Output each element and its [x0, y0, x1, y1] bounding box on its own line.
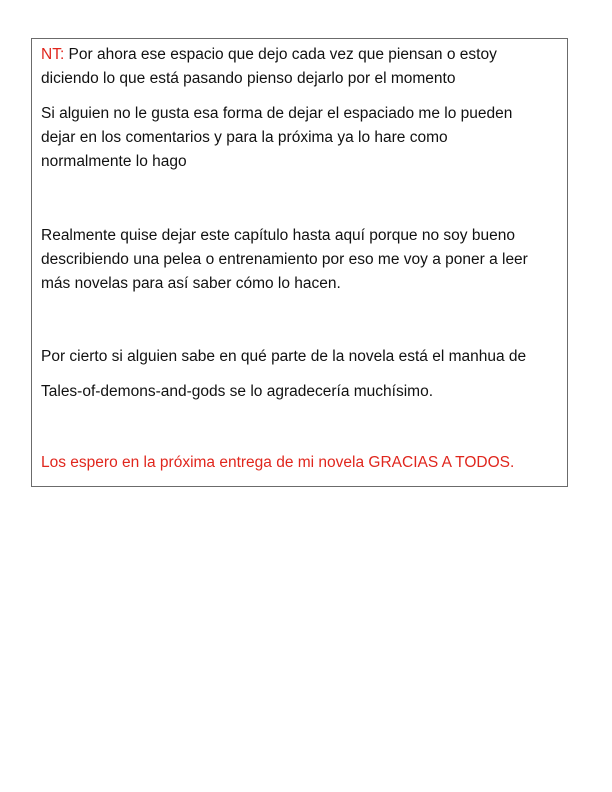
paragraph-line: más novelas para así saber cómo lo hacen.	[41, 275, 341, 292]
manhua-question-paragraph	[41, 345, 526, 369]
paragraph-line: dejar en los comentarios y para la próxima ya lo hare como	[41, 129, 448, 146]
note-box	[31, 38, 568, 487]
note-line-1: Por ahora ese espacio que dejo cada vez que piensan o estoy	[64, 46, 497, 63]
paragraph-line: Los espero en la próxima entrega de mi novela GRACIAS A TODOS.	[41, 454, 515, 471]
note-label: NT:	[41, 46, 65, 63]
paragraph-line: Por cierto si alguien sabe en qué parte de la novela está el manhua de	[41, 348, 527, 365]
note-line-2: diciendo lo que está pasando pienso dejarlo por el momento	[41, 70, 456, 87]
manhua-title-paragraph	[41, 380, 433, 404]
translator-note	[41, 43, 497, 91]
chapter-explanation-paragraph	[41, 224, 528, 296]
paragraph-line: Si alguien no le gusta esa forma de dejar el espaciado me lo pueden	[41, 105, 513, 122]
paragraph-line: Tales-of-demons-and-gods se lo agradecería muchísimo.	[41, 383, 433, 400]
paragraph-line: Realmente quise dejar este capítulo hasta aquí porque no soy bueno	[41, 227, 515, 244]
closing-message	[41, 451, 514, 475]
paragraph-line: normalmente lo hago	[41, 153, 187, 170]
spacing-feedback-paragraph	[41, 102, 512, 174]
paragraph-line: describiendo una pelea o entrenamiento por eso me voy a poner a leer	[41, 251, 528, 268]
